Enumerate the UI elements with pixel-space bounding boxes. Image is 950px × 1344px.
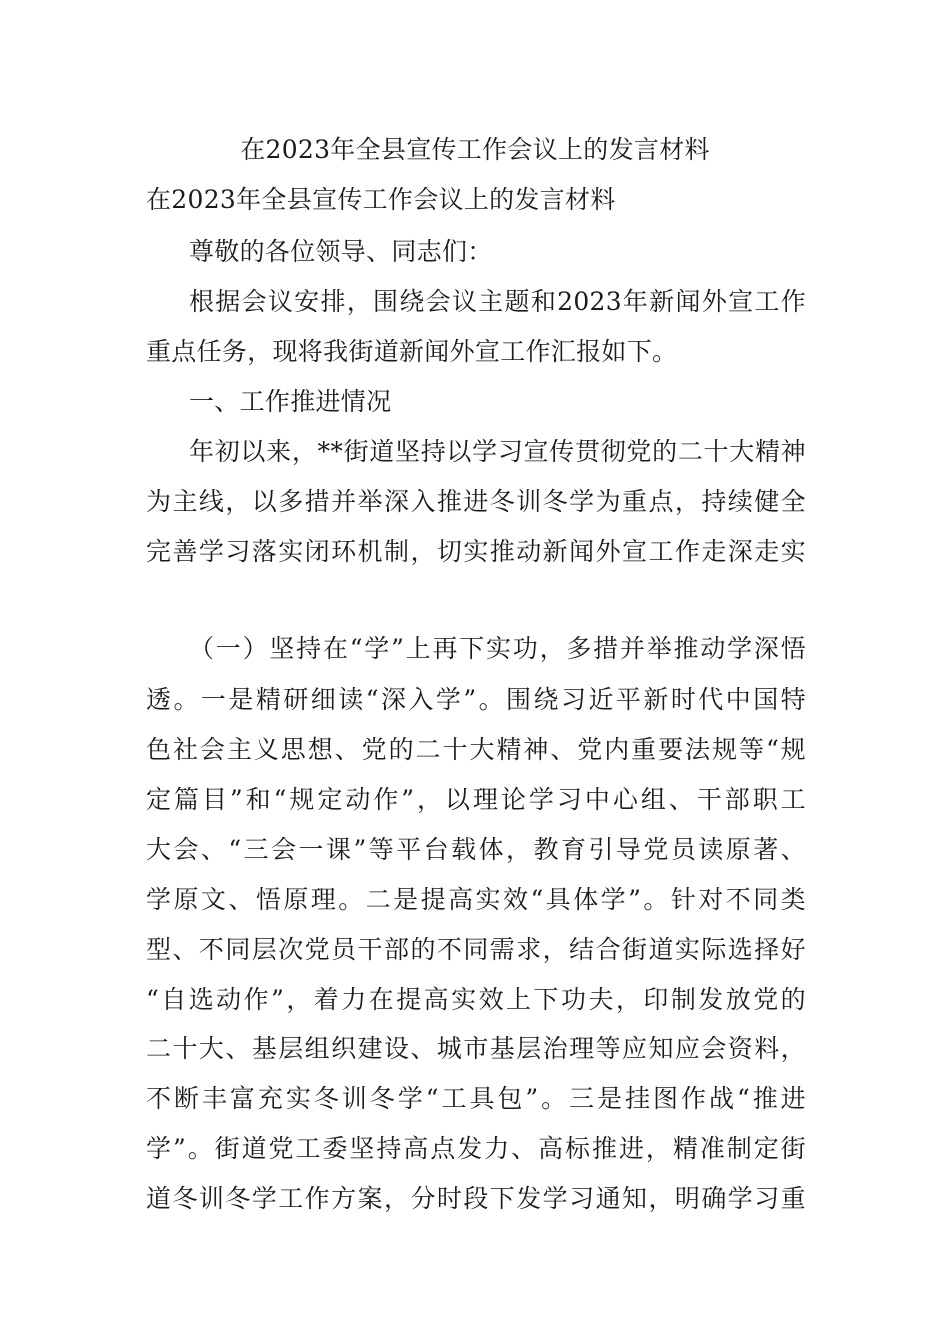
paragraph-line: 定篇目”和“规定动作”，以理论学习中心组、干部职工 bbox=[146, 785, 806, 814]
document-subtitle: 在2023年全县宣传工作会议上的发言材料 bbox=[146, 185, 616, 214]
paragraph-line: 大会、“三会一课”等平台载体，教育引导党员读原著、 bbox=[146, 835, 806, 864]
paragraph-line: 学”。街道党工委坚持高点发力、高标推进，精准制定街 bbox=[146, 1134, 806, 1163]
salutation: 尊敬的各位领导、同志们： bbox=[189, 237, 493, 266]
paragraph-line: 二十大、基层组织建设、城市基层治理等应知应会资料， bbox=[146, 1034, 806, 1063]
document-title: 在2023年全县宣传工作会议上的发言材料 bbox=[240, 135, 710, 164]
paragraph-line: 色社会主义思想、党的二十大精神、党内重要法规等“规 bbox=[146, 735, 806, 764]
paragraph-line: 完善学习落实闭环机制，切实推动新闻外宣工作走深走实 bbox=[146, 537, 806, 566]
paragraph-line: 为主线，以多措并举深入推进冬训冬学为重点，持续健全 bbox=[146, 487, 806, 516]
paragraph-line: 型、不同层次党员干部的不同需求，结合街道实际选择好 bbox=[146, 935, 806, 964]
paragraph-line: 学原文、悟原理。二是提高实效“具体学”。针对不同类 bbox=[146, 885, 806, 914]
paragraph-line: 根据会议安排，围绕会议主题和2023年新闻外宣工作 bbox=[189, 287, 806, 316]
paragraph-line: 道冬训冬学工作方案，分时段下发学习通知，明确学习重 bbox=[146, 1184, 806, 1213]
paragraph-line: 不断丰富充实冬训冬学“工具包”。三是挂图作战“推进 bbox=[146, 1084, 806, 1113]
paragraph-line: 透。一是精研细读“深入学”。围绕习近平新时代中国特 bbox=[146, 685, 806, 714]
section-heading: 一、工作推进情况 bbox=[189, 387, 392, 416]
paragraph-line: （一）坚持在“学”上再下实功，多措并举推动学深悟 bbox=[189, 634, 806, 663]
paragraph-line: 重点任务，现将我街道新闻外宣工作汇报如下。 bbox=[146, 337, 678, 366]
paragraph-line: 年初以来，**街道坚持以学习宣传贯彻党的二十大精神 bbox=[189, 437, 806, 466]
paragraph-line: “自选动作”，着力在提高实效上下功夫，印制发放党的 bbox=[146, 985, 806, 1014]
